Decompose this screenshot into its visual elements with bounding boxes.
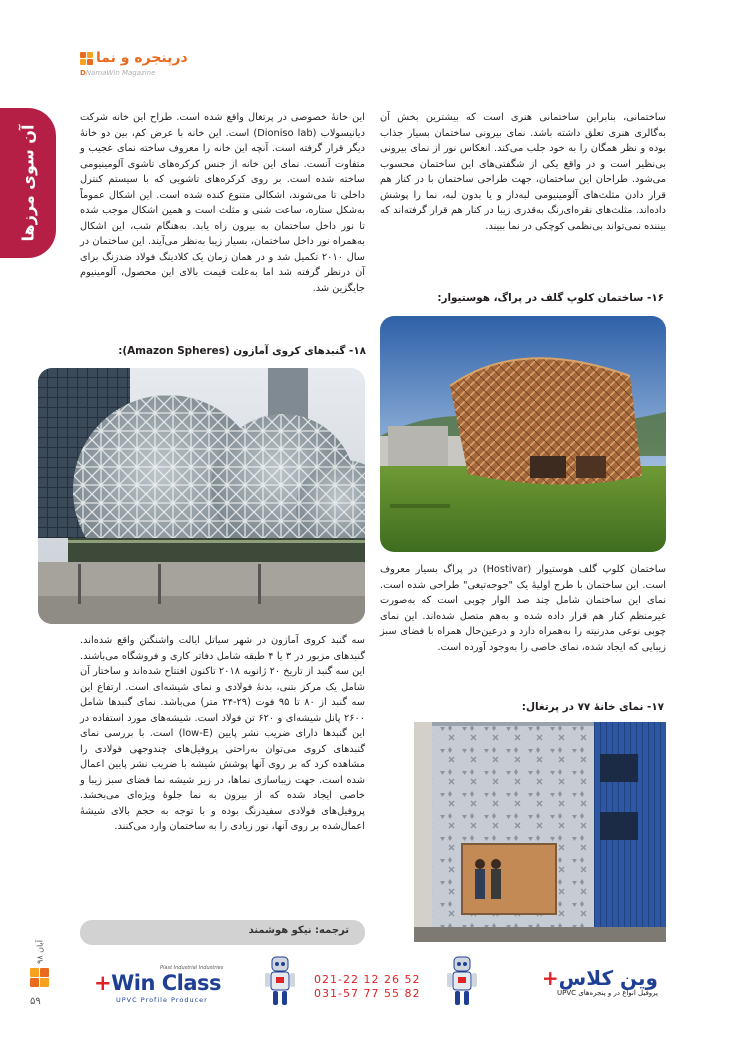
article-text-hostivar: ساختمان کلوپ گلف هوستیوار (Hostivar) در پراگ بسیار معروف است. این ساختمان با طرح اولیهٔ یک "جوجه‌تیغی" طراحی شده است. نمای این ساختمان شامل چند صد الوار چوبی است که به‌صورت غیرمنظم کنار هم قرار داده شده و به‌هم متصل شده‌اند. این نمای چوبی نوعی مدرنیته را به‌همراه دارد و درعین‌حال همراه با فضای سبز زیبایی که ایجاد شده، نمای خاصی را به‌وجود آورده است. (380, 564, 667, 653)
photo-amazon-spheres (38, 368, 365, 624)
issue-date: آبان ۹۸ (35, 940, 45, 964)
article-text-amazon-spheres: سه گنبد کروی آمازون در شهر سیاتل ایالت واشنگتن واقع شده‌اند. گنبدهای مزبور در ۳ یا ۴ طبقه شامل دفاتر کاری و فروشگاه می‌باشند. این سه گنبد از تاریخ ۲۰ ژانویه ۲۰۱۸ تاکنون افتتاح شده‌اند و ساختار آن شامل یک مرکز بتنی، بدنهٔ فولادی و نمای شیشه‌ای است. ارتفاع این سه گنبد از ۸۰ تا ۹۵ فوت (۲۹-۲۴ متر) می‌باشد. نمای گنبدها شامل ۲۶۰۰ پانل شیشه‌ای و ۶۲۰ تن فولاد است. شیشه‌های مورد استفاده در این گنبدها دارای ضریب نشر پایین (low-E) است. با بررسی نمای گنبدهای کروی می‌توان به‌راحتی پروفیل‌های چندوجهی فولادی را مشاهده کرد که بر روی آنها پوشش شیشه با ضریب نشر پایین اعمال شده است. جهت زیباسازی نماها، در زیر شیشه نما فضای سبز زیبا و خاصی ایجاد شده که از بیرون به نما جلوهٔ ویژه‌ای می‌بخشد. پروفیل‌های فولادی سفیدرنگ بوده و با توجه به حجم بالای شیشهٔ اعمال‌شده بر روی آنها، نور زیادی را به ساختمان وارد می‌کنند. (80, 635, 366, 832)
article-text-house-77: این خانهٔ خصوصی در پرتغال واقع شده است. طراح این خانه شرکت دیانیسولاب (Dioniso lab) است. این خانه با عرض کم، بین دو خانهٔ دیگر قرار گرفته است. آنچه این خانه را معروف ساخته نمای عجیب و متفاوت آنست. نمای این خانه از جنس کرکره‌های تاشوی آلومینیومی ساخته شده است. بر روی کرکره‌های تاشویی که با سیستم کنترل داخلی تا می‌شوند، اشکالی متنوع کنده شده است. این اشکال عموماً به‌شکل ستاره، ساعت شنی و مثلث است و همین اشکال موجب شده تا نور داخل ساختمان به بیرون راه یابد. به‌هنگام شب، این اشکال به‌همراه نور داخل ساختمان، بسیار زیبا به‌نظر می‌آیند. این ساختمان در سال ۲۰۱۰ تکمیل شد و در همان زمان یک کلادینگ فولاد ضدزنگ برای آن درنظر گرفته شد اما به‌علت قیمت بالای این محصول، آلومینیوم جایگزین شد. (80, 112, 365, 294)
photo-house-77-portugal (414, 722, 666, 942)
page-number: ۵۹ (30, 996, 41, 1007)
article-intro-text: ساختمانی، بنابراین ساختمانی هنری است که بیشترین بخش آن به‌گالری هنری تعلق داشته باشد. نمای بیرونی ساختمان بسیار جذاب بوده و نظر همگان را به خود جلب می‌کند. انعکاس نور از نمای بیرونی بی‌نظیر است و در واقع یکی از شگفتی‌های این ساختمان محسوب می‌شود. طراحان این ساختمان، جهت طراحی ساختمان با در کنار هم قرار دادن مثلث‌های آلومینیومی لبه‌دار و یا بدون لبه، نما را پوشش داده‌اند. مثلث‌های نقره‌ای‌رنگ به‌قدری زیبا در کنار هم قرار گرفته‌اند که بیننده نمی‌تواند بی‌نظمی کوچکی در نما ببیند. (380, 112, 666, 232)
ad-brand-tagline: UPVC Profile Producer (116, 996, 208, 1004)
amazon-spheres-illustration (38, 368, 365, 624)
heading-hostivar: ۱۶- ساختمان کلوپ گلف در پراگ، هوستیوار: (437, 292, 664, 304)
ad-phone-2: 031-57 77 55 82 (314, 987, 421, 1000)
ad-pre-label: Plast Industrial Industries (160, 965, 224, 971)
translator-credit-bar (80, 920, 365, 945)
page-corner-mark-icon (30, 968, 50, 988)
ad-phone-1: 021-22 12 26 52 (314, 973, 421, 986)
ad-brand-persian-tagline: پروفیل انواع در و پنجره‌های UPVC (556, 989, 658, 997)
heading-house-77: ۱۷- نمای خانهٔ ۷۷ در پرتغال: (521, 701, 664, 713)
robot-mascot-icon (446, 955, 478, 1007)
page-footer (26, 922, 66, 1032)
robot-mascot-icon (264, 955, 296, 1007)
ad-brand-persian-name: وین کلاس+ (541, 966, 658, 990)
ad-brand-english (94, 965, 244, 1005)
ad-brand-persian (518, 967, 658, 1007)
magazine-logo-subtitle: DNamaWin Magazine (80, 69, 156, 77)
house-77-illustration (414, 722, 666, 942)
magazine-logo-title: درپنجره و نما (96, 50, 188, 66)
section-tab-label: آن سوی مرزها (18, 124, 38, 242)
hostivar-illustration (380, 316, 666, 552)
ad-brand-name: +Win Class (94, 971, 222, 995)
advertisement-win-class[interactable] (88, 955, 658, 1009)
section-tab (0, 108, 56, 258)
heading-amazon-spheres: ۱۸- گنبدهای کروی آمازون (Amazon Spheres): (118, 345, 366, 357)
magazine-logo (80, 50, 188, 84)
magazine-logo-mark-icon (80, 52, 94, 66)
translator-credit: ترجمه: نیکو هوشمند (248, 925, 349, 936)
ad-phone-numbers (314, 973, 424, 1001)
photo-hostivar-golf-club (380, 316, 666, 552)
